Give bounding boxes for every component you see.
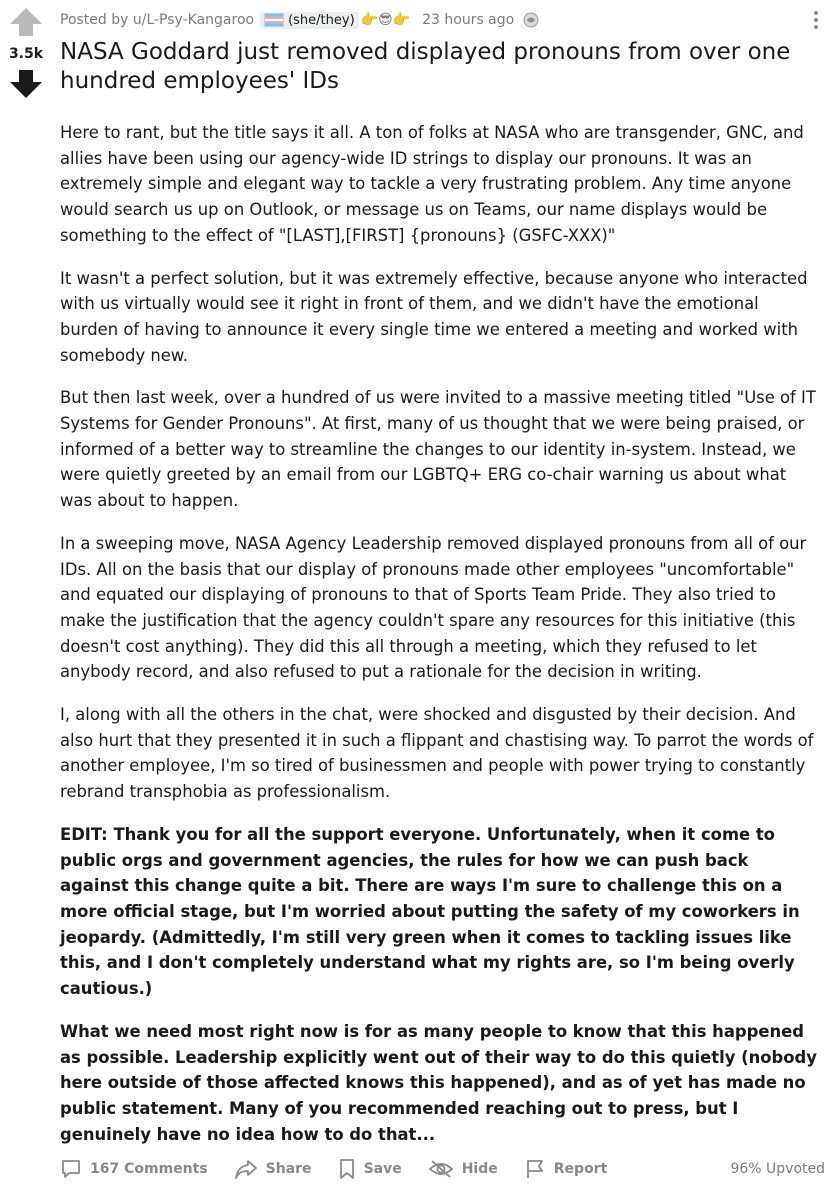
downvote-arrow-icon[interactable] <box>8 68 44 100</box>
more-options-icon[interactable] <box>809 9 823 31</box>
bookmark-icon <box>338 1158 356 1180</box>
post-body <box>60 120 821 1164</box>
award-icon[interactable] <box>522 11 540 29</box>
flair-text: (she/they) <box>288 12 355 28</box>
vote-column <box>0 0 52 100</box>
flair-emojis: 👉😎👉 <box>360 12 411 28</box>
vote-score: 3.5k <box>8 46 44 62</box>
comment-icon <box>60 1158 82 1180</box>
post-meta <box>60 9 823 31</box>
comments-label: 167 Comments <box>90 1161 208 1177</box>
body-paragraph: I, along with all the others in the chat, were shocked and disgusted by their decision. And also hurt that they presented it in such a flippant and chastising way. To parrot the words of another employee, I'm so tired of businessmen and people with power trying to constantly rebrand transphobia as professionalism. <box>60 705 814 802</box>
hide-button[interactable] <box>428 1158 498 1180</box>
body-paragraph: Here to rant, but the title says it all. A ton of folks at NASA who are transgender, GNC, and allies have been using our agency-wide ID strings to display our pronouns. It was an extremely simple and elegant way to tackle a very frustrating problem. Any time anyone would search us up on Outlook, or message us on Teams, our name displays would be something to the effect of "[LAST],[FIRST] {pronouns} (GSFC-XXX)" <box>60 123 804 245</box>
hide-label: Hide <box>461 1161 498 1177</box>
edit-paragraph: EDIT: Thank you for all the support everyone. Unfortunately, when it come to public orgs and government agencies, the rules for how we can push back against this change quite a bit. There are ways I'm sure to challenge this on a more official stage, but I'm worried about putting the safety of my coworkers in jeopardy. (Admittedly, I'm still very green when it comes to tackling issues like this, and I don't completely understand what my rights are, so I'm being overly cautious.) <box>60 824 800 999</box>
report-button[interactable] <box>524 1158 608 1180</box>
share-icon <box>234 1158 258 1180</box>
post-actions-bar <box>60 1158 825 1180</box>
body-paragraph: But then last week, over a hundred of us were invited to a massive meeting titled "Use of IT Systems for Gender Pronouns". At first, many of us thought that we were being praised, or informed of a better way to streamline the changes to our identity in-system. Instead, we were quietly greeted by an email from our LGBTQ+ ERG co-chair warning us about what was about to happen. <box>60 388 816 511</box>
body-paragraph: It wasn't a perfect solution, but it was extremely effective, because anyone who interacted with us virtually would see it right in front of them, and we didn't have the emotional burden of having to announce it every single time we entered a meeting and worked with somebody new. <box>60 268 808 365</box>
share-button[interactable] <box>234 1158 312 1180</box>
flag-icon <box>524 1158 546 1180</box>
share-label: Share <box>265 1161 312 1177</box>
trans-flag-icon <box>264 13 284 27</box>
report-label: Report <box>553 1161 608 1177</box>
save-button[interactable] <box>338 1158 402 1180</box>
upvote-ratio: 96% Upvoted <box>730 1161 825 1177</box>
post-author[interactable]: Posted by u/L-Psy-Kangaroo <box>60 12 255 28</box>
save-label: Save <box>363 1161 402 1177</box>
user-flair <box>260 12 359 29</box>
body-paragraph: In a sweeping move, NASA Agency Leadership removed displayed pronouns from all of our IDs. All on the basis that our display of pronouns made other employees "uncomfortable" and equated our displaying of pronouns to that of Sports Team Pride. They also tried to make the justification that the agency couldn't spare any resources for this initiative (this doesn't cost anything). They did this all through a meeting, which they refused to let anybody record, and also refused to put a rationale for the decision in writing. <box>60 533 807 682</box>
comments-button[interactable] <box>60 1158 208 1180</box>
edit-paragraph: What we need most right now is for as many people to know that this happened as possible. Leadership explicitly went out of their way to do this quietly (nobody here outside of those affected knows this happened), and as of yet has made no public statement. Many of you recommended reaching out to press, but I genuinely have no idea how to do that... <box>60 1021 817 1144</box>
hide-eye-icon <box>428 1158 454 1180</box>
upvote-arrow-icon[interactable] <box>8 6 44 38</box>
post-time: 23 hours ago <box>422 12 515 28</box>
post-title[interactable]: NASA Goddard just removed displayed pronouns from over one hundred employees' IDs <box>60 39 791 94</box>
